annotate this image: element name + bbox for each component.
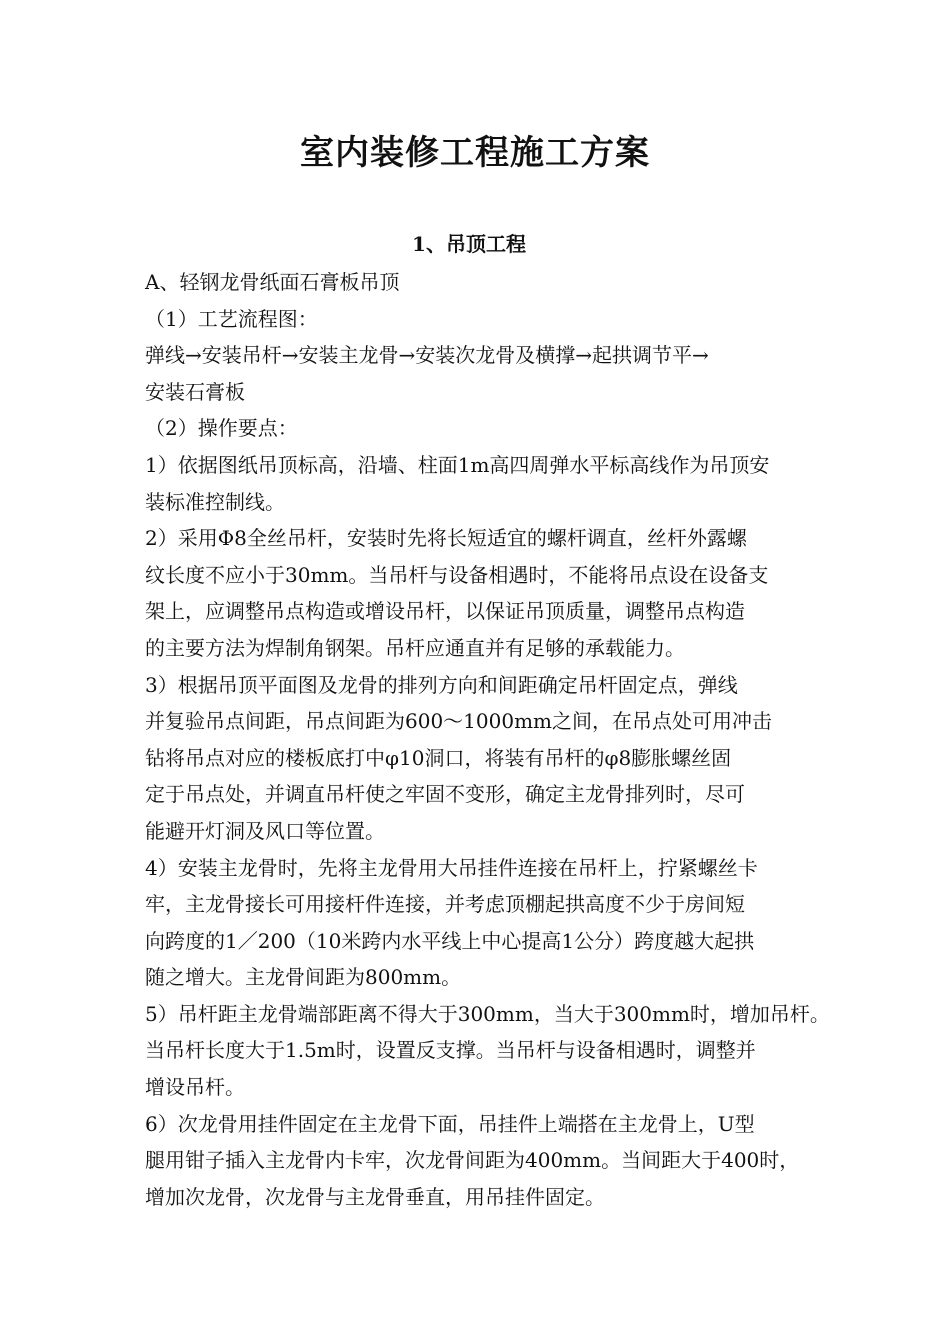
text-line: 随之增大。主龙骨间距为800mm。	[145, 965, 462, 990]
text-line: 钻将吊点对应的楼板底打中φ10洞口，将装有吊杆的φ8膨胀螺丝固	[145, 745, 732, 770]
document-title: 室内装修工程施工方案	[300, 133, 650, 173]
text-line: 能避开灯洞及风口等位置。	[145, 818, 385, 843]
text-line: 牢，主龙骨接长可用接杆件连接，并考虑顶棚起拱高度不少于房间短	[145, 892, 745, 917]
text-line: 1）依据图纸吊顶标高，沿墙、柱面1m高四周弹水平标高线作为吊顶安	[145, 452, 770, 477]
text-line: 向跨度的1／200（10米跨内水平线上中心提高1公分）跨度越大起拱	[145, 928, 755, 953]
text-line: 3）根据吊顶平面图及龙骨的排列方向和间距确定吊杆固定点，弹线	[145, 672, 738, 697]
section-heading: 1、吊顶工程	[412, 232, 526, 256]
text-line: （2）操作要点：	[145, 416, 298, 441]
text-line: A、轻钢龙骨纸面石膏板吊顶	[145, 270, 400, 294]
document-body	[145, 264, 835, 1215]
text-line: 腿用钳子插入主龙骨内卡牢，次龙骨间距为400mm。当间距大于400时，	[145, 1148, 800, 1173]
text-line: 定于吊点处，并调直吊杆使之牢固不变形，确定主龙骨排列时，尽可	[145, 782, 745, 807]
text-line: 并复验吊点间距，吊点间距为600～1000mm之间，在吊点处可用冲击	[145, 709, 773, 734]
text-line: 6）次龙骨用挂件固定在主龙骨下面，吊挂件上端搭在主龙骨上，U型	[145, 1111, 755, 1136]
text-line: 安装石膏板	[145, 379, 245, 404]
text-line: 当吊杆长度大于1.5m时，设置反支撑。当吊杆与设备相遇时，调整并	[145, 1038, 756, 1063]
text-line: 装标准控制线。	[145, 489, 285, 514]
text-line: 弹线→安装吊杆→安装主龙骨→安装次龙骨及横撑→起拱调节平→	[145, 343, 709, 368]
text-line: 2）采用Φ8全丝吊杆，安装时先将长短适宜的螺杆调直，丝杆外露螺	[145, 526, 747, 551]
text-line: （1）工艺流程图：	[145, 306, 318, 331]
text-line: 纹长度不应小于30mm。当吊杆与设备相遇时，不能将吊点设在设备支	[145, 562, 769, 587]
text-line: 的主要方法为焊制角钢架。吊杆应通直并有足够的承载能力。	[145, 635, 685, 660]
text-line: 5）吊杆距主龙骨端部距离不得大于300mm，当大于300mm时，增加吊杆。	[145, 1001, 830, 1026]
text-line: 增设吊杆。	[145, 1075, 245, 1100]
text-line: 4）安装主龙骨时，先将主龙骨用大吊挂件连接在吊杆上，拧紧螺丝卡	[145, 855, 758, 880]
text-line: 架上，应调整吊点构造或增设吊杆，以保证吊顶质量，调整吊点构造	[145, 599, 745, 624]
text-line: 增加次龙骨，次龙骨与主龙骨垂直，用吊挂件固定。	[145, 1184, 605, 1209]
